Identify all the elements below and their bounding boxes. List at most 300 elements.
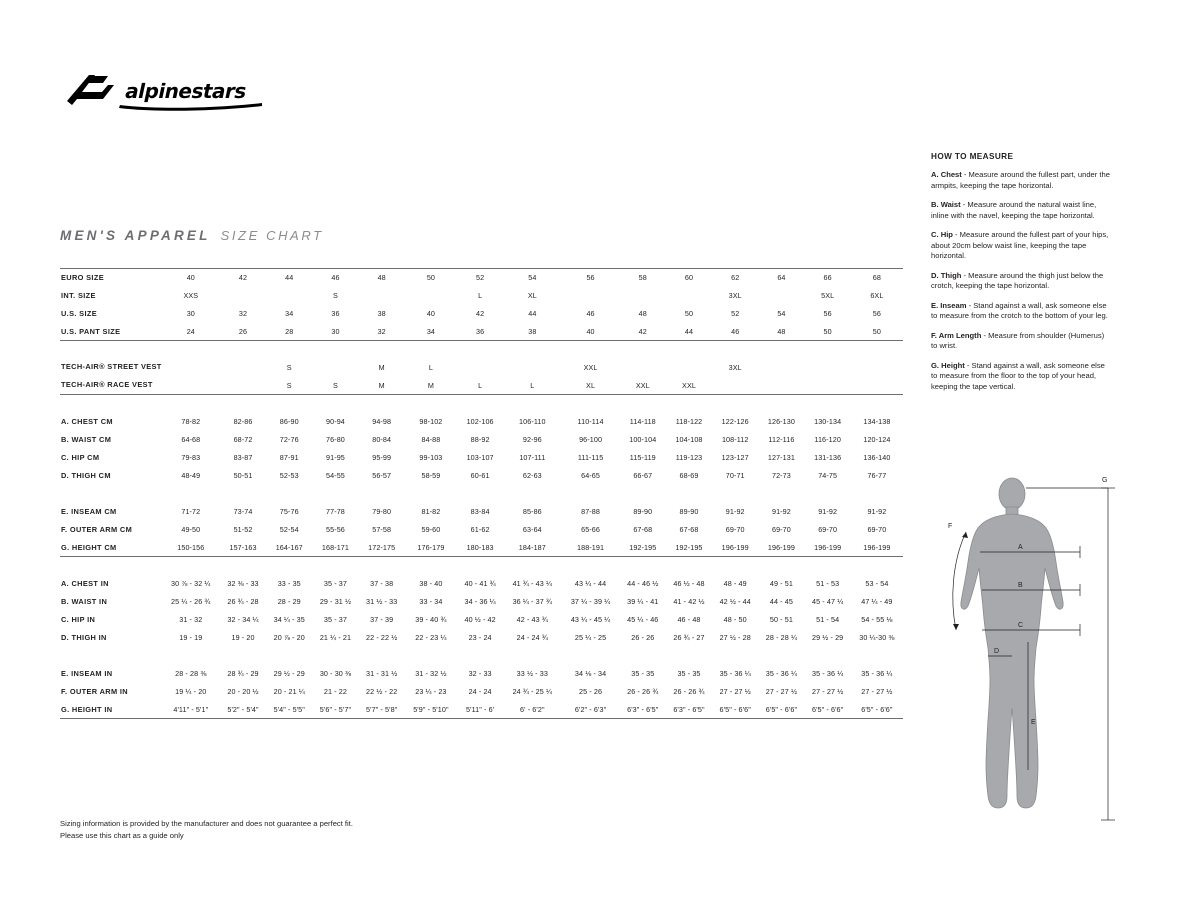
cell: 44 - 45 <box>769 597 793 606</box>
cell: 32 - 33 <box>468 669 492 678</box>
cell: 136-140 <box>863 453 891 462</box>
cell: 44 <box>666 323 712 341</box>
cell: 116-120 <box>814 435 841 444</box>
how-to-measure-list <box>931 170 1111 392</box>
cell: 64-68 <box>181 435 201 444</box>
cell: 33 - 35 <box>277 579 301 588</box>
cell: 45 ¼ - 46 <box>627 615 659 624</box>
cell: 25 ¼ - 25 <box>574 633 607 642</box>
how-to-measure-item-key: C. Hip <box>931 230 953 239</box>
cell: 87-88 <box>581 507 600 516</box>
figure-label-g: G <box>1102 477 1108 484</box>
row-label: A. CHEST IN <box>61 579 109 588</box>
cell: 56 <box>561 269 619 287</box>
cell: 35 - 35 <box>677 669 701 678</box>
cell <box>162 359 220 377</box>
cell: 196-199 <box>805 539 851 557</box>
cell: 26 - 26 ¾ <box>627 687 659 696</box>
cell: 45 - 47 ¼ <box>812 597 844 606</box>
row-label: EURO SIZE <box>60 269 162 287</box>
row-spacer <box>60 395 903 413</box>
cell: 47 ¼ - 49 <box>861 597 893 606</box>
cell: 48-49 <box>181 471 201 480</box>
body-measurement-diagram <box>930 470 1120 850</box>
cell <box>712 377 758 395</box>
cell: 90-94 <box>326 417 345 426</box>
row-label: E. INSEAM IN <box>61 669 113 678</box>
cell: 6'5" - 6'6" <box>712 701 758 719</box>
table-row <box>60 629 903 647</box>
cell: 39 - 40 ¾ <box>415 615 447 624</box>
table-row <box>60 467 903 485</box>
cell <box>666 359 712 377</box>
cell: 35 - 36 ¼ <box>765 669 798 678</box>
cell: 69-70 <box>818 525 838 534</box>
cell: 70-71 <box>725 471 745 480</box>
cell: 29 - 31 ½ <box>319 597 352 606</box>
cell: 63-64 <box>522 525 542 534</box>
cell <box>805 377 851 395</box>
cell: 196-199 <box>758 539 804 557</box>
table-row <box>60 575 903 593</box>
cell: 83-84 <box>470 507 490 516</box>
cell: 34 ⅛ - 34 <box>574 669 607 678</box>
cell: 29 ½ - 29 <box>812 633 844 642</box>
cell: 5'6" - 5'7" <box>312 701 358 719</box>
cell: 50 <box>405 269 457 287</box>
cell: 69-70 <box>867 525 887 534</box>
cell: 54-55 <box>326 471 345 480</box>
table-row <box>60 539 903 557</box>
cell: M <box>405 377 457 395</box>
table-row <box>60 413 903 431</box>
how-to-measure-item <box>931 271 1111 292</box>
cell: 67-68 <box>679 525 699 534</box>
alpinestars-logo <box>60 70 270 112</box>
cell: 51 - 54 <box>816 615 840 624</box>
figure-label-a: A <box>1018 544 1023 551</box>
cell: 91-92 <box>867 507 887 516</box>
cell <box>312 359 358 377</box>
cell: 31 - 32 ½ <box>415 669 447 678</box>
footer-line-2: Please use this chart as a guide only <box>60 830 184 840</box>
row-label: C. HIP IN <box>61 615 96 624</box>
cell: 111-115 <box>577 453 604 462</box>
cell: 150-156 <box>162 539 220 557</box>
cell: 30 <box>186 309 195 318</box>
cell: XL <box>527 291 537 300</box>
how-to-measure-item <box>931 230 1111 262</box>
cell: 33 - 34 <box>419 597 443 606</box>
cell: 42 <box>220 269 266 287</box>
cell: 96-100 <box>579 435 603 444</box>
cell: 40 <box>162 269 220 287</box>
cell: 28 - 28 ¼ <box>765 633 798 642</box>
cell: 21 ¼ - 21 <box>319 633 352 642</box>
cell: 94-98 <box>372 417 392 426</box>
cell: S <box>286 363 292 372</box>
cell <box>758 377 804 395</box>
cell: 82-86 <box>233 417 253 426</box>
row-label: F. OUTER ARM CM <box>61 525 133 534</box>
cell: 78-82 <box>181 417 201 426</box>
cell: 79-80 <box>372 507 392 516</box>
table-row <box>60 323 903 341</box>
row-label: C. HIP CM <box>61 453 100 462</box>
figure-label-f: F <box>948 523 953 530</box>
row-label: B. WAIST IN <box>61 597 108 606</box>
cell: 40 <box>426 309 436 318</box>
cell: 32 <box>238 309 248 318</box>
cell: 4'11" - 5'1" <box>162 701 220 719</box>
how-to-measure-item <box>931 331 1111 352</box>
cell: 110-114 <box>577 417 604 426</box>
cell: 102-106 <box>466 417 494 426</box>
cell: 131-136 <box>814 453 842 462</box>
table-row <box>60 683 903 701</box>
cell: 5XL <box>821 291 835 300</box>
cell: 26 <box>220 323 266 341</box>
cell: 44 <box>528 309 537 318</box>
cell: 196-199 <box>712 539 758 557</box>
cell: 6'5" - 6'6" <box>851 701 903 719</box>
cell: 51 - 53 <box>816 579 840 588</box>
cell: 157-163 <box>220 539 266 557</box>
cell: 46 <box>312 269 358 287</box>
table-row <box>60 287 903 305</box>
figure-label-b: B <box>1018 582 1023 589</box>
how-to-measure-item-key: B. Waist <box>931 200 961 209</box>
row-label: G. HEIGHT IN <box>60 701 162 719</box>
row-label: E. INSEAM CM <box>61 507 117 516</box>
cell: 98-102 <box>419 417 443 426</box>
row-label: F. OUTER ARM IN <box>61 687 128 696</box>
cell: 95-99 <box>372 453 392 462</box>
cell: 115-119 <box>629 453 656 462</box>
cell: 32 - 34 ¼ <box>227 615 259 624</box>
cell: 196-199 <box>851 539 903 557</box>
cell: 27 - 27 ½ <box>861 687 893 696</box>
how-to-measure-item-key: G. Height <box>931 360 965 370</box>
figure-label-c: C <box>1018 622 1024 629</box>
cell: 65-66 <box>581 525 600 534</box>
cell: 103-107 <box>466 453 494 462</box>
table-row <box>60 521 903 539</box>
cell: 5'7" - 5'8" <box>359 701 405 719</box>
cell: 72-76 <box>279 435 299 444</box>
cell: 100-104 <box>629 435 657 444</box>
cell: 28 - 28 ⅜ <box>175 669 207 678</box>
cell: 176-179 <box>405 539 457 557</box>
cell: 56 <box>823 309 832 318</box>
cell: 5'11" - 6' <box>457 701 503 719</box>
table-row <box>60 431 903 449</box>
how-to-measure-item-text: - Stand against a wall, ask someone else to measure from the crotch to the bottom of your leg. <box>931 300 1108 320</box>
how-to-measure-item-text: - Measure around the natural waist line, inline with the navel, keeping the tape horizontal. <box>931 200 1097 220</box>
cell: 87-91 <box>279 453 299 462</box>
cell: 75-76 <box>279 507 299 516</box>
cell: 91-95 <box>326 453 345 462</box>
cell: 50 <box>851 323 903 341</box>
page-title-bold: MEN'S APPAREL <box>60 228 211 243</box>
cell: 31 ½ - 33 <box>366 597 398 606</box>
cell: 6' - 6'2" <box>503 701 561 719</box>
cell <box>359 287 405 305</box>
cell: 5'2" - 5'4" <box>220 701 266 719</box>
cell <box>503 359 561 377</box>
cell: 19 ¼ - 20 <box>175 687 207 696</box>
cell: 80-84 <box>372 435 392 444</box>
cell: XXS <box>183 291 199 300</box>
cell: 86-90 <box>279 417 299 426</box>
cell: 89-90 <box>633 507 653 516</box>
cell: 6'5" - 6'6" <box>805 701 851 719</box>
cell: 127-131 <box>767 453 795 462</box>
cell: 49-50 <box>181 525 201 534</box>
how-to-measure-panel <box>931 152 1111 401</box>
cell: 35 - 36 ¼ <box>719 669 751 678</box>
cell: 192-195 <box>666 539 712 557</box>
cell: 30 - 30 ⅜ <box>319 669 352 678</box>
cell <box>620 287 666 305</box>
cell: 42 <box>620 323 666 341</box>
cell: XXL <box>666 377 712 395</box>
cell: 107-111 <box>519 453 546 462</box>
cell: 52 <box>731 309 740 318</box>
cell: 24 ¾ - 25 ¼ <box>512 687 553 696</box>
cell: 24 <box>162 323 220 341</box>
cell: 6'3" - 6'5" <box>666 701 712 719</box>
cell: 27 ½ - 28 <box>719 633 751 642</box>
table-row <box>60 305 903 323</box>
cell: 184-187 <box>503 539 561 557</box>
page-title <box>60 228 324 243</box>
cell: 48 <box>638 309 647 318</box>
cell: 41 - 42 ½ <box>673 597 705 606</box>
cell: 38 <box>377 309 386 318</box>
cell: 6XL <box>870 291 884 300</box>
cell: 27 - 27 ½ <box>765 687 798 696</box>
cell: 33 ½ - 33 <box>516 669 548 678</box>
how-to-measure-item-text: - Measure around the fullest part, under the armpits, keeping the tape horizontal. <box>931 170 1110 190</box>
cell: 40 <box>561 323 619 341</box>
cell: 164-167 <box>266 539 312 557</box>
cell: 72-73 <box>771 471 791 480</box>
cell: XXL <box>620 377 666 395</box>
cell: 24 - 24 ¾ <box>516 633 548 642</box>
cell: 53 - 54 <box>865 579 889 588</box>
cell: 85-86 <box>522 507 542 516</box>
how-to-measure-heading: HOW TO MEASURE <box>931 152 1014 161</box>
cell: 42 ½ - 44 <box>719 597 751 606</box>
cell: 71-72 <box>181 507 201 516</box>
cell: 77-78 <box>326 507 345 516</box>
cell: 48 <box>758 323 804 341</box>
cell: 40 - 41 ¾ <box>464 579 496 588</box>
cell: 64-65 <box>581 471 600 480</box>
cell: 5'4" - 5'5" <box>266 701 312 719</box>
cell: 22 ½ - 22 <box>366 687 398 696</box>
cell: 180-183 <box>457 539 503 557</box>
cell: 60-61 <box>470 471 490 480</box>
row-label: TECH-AIR® RACE VEST <box>60 377 162 395</box>
cell: 34 <box>405 323 457 341</box>
cell: 104-108 <box>675 435 703 444</box>
cell: 91-92 <box>771 507 791 516</box>
cell: 23 - 24 <box>468 633 492 642</box>
table-row <box>60 269 903 287</box>
cell: 38 <box>503 323 561 341</box>
how-to-measure-item <box>931 200 1111 221</box>
cell: 66-67 <box>633 471 653 480</box>
cell: 46 <box>586 309 595 318</box>
table-row <box>60 593 903 611</box>
cell: 25 ¼ - 26 ¾ <box>171 597 211 606</box>
row-label: D. THIGH IN <box>61 633 107 642</box>
cell: 38 - 40 <box>419 579 443 588</box>
cell: 35 - 37 <box>323 579 347 588</box>
cell: 30 ⅞ - 32 ¼ <box>171 579 211 588</box>
cell <box>405 287 457 305</box>
cell: 34 ¼ - 35 <box>273 615 305 624</box>
cell: 118-122 <box>675 417 703 426</box>
row-spacer <box>60 485 903 503</box>
cell: 106-110 <box>519 417 546 426</box>
cell: S <box>266 377 312 395</box>
how-to-measure-item-text: - Measure around the thigh just below the crotch, keeping the tape horizontal. <box>931 270 1104 290</box>
cell: 36 <box>457 323 503 341</box>
cell: 119-123 <box>675 453 703 462</box>
how-to-measure-item-key: E. Inseam <box>931 300 967 310</box>
cell: 122-126 <box>721 417 749 426</box>
cell: 58-59 <box>421 471 441 480</box>
cell: L <box>428 363 433 372</box>
cell: L <box>457 377 503 395</box>
cell <box>220 359 266 377</box>
cell: 120-124 <box>863 435 891 444</box>
cell: 52-53 <box>279 471 299 480</box>
row-spacer <box>60 557 903 575</box>
table-row <box>60 701 903 719</box>
table-row <box>60 377 903 395</box>
cell: 108-112 <box>721 435 749 444</box>
cell: 83-87 <box>233 453 253 462</box>
cell: 3XL <box>728 363 742 372</box>
cell: 54 - 55 ⅛ <box>861 615 893 624</box>
cell: 27 - 27 ½ <box>719 687 751 696</box>
cell: 19 - 19 <box>179 633 203 642</box>
cell: 29 ½ - 29 <box>273 669 305 678</box>
cell: 41 ¾ - 43 ¼ <box>512 579 553 588</box>
cell: 37 ¼ - 39 ¼ <box>570 597 611 606</box>
cell: 48 - 49 <box>723 579 747 588</box>
cell: 99-103 <box>419 453 443 462</box>
footer-line-1: Sizing information is provided by the manufacturer and does not guarantee a perfect fit. <box>60 819 353 828</box>
row-label: U.S. PANT SIZE <box>60 323 162 341</box>
cell: 46 - 48 <box>677 615 701 624</box>
cell: 126-130 <box>767 417 795 426</box>
cell: 34 - 36 ¼ <box>464 597 496 606</box>
cell <box>266 287 312 305</box>
cell: 62-63 <box>522 471 542 480</box>
cell <box>220 377 266 395</box>
cell: 28 ¾ - 29 <box>227 669 259 678</box>
cell: 91-92 <box>818 507 838 516</box>
cell <box>758 359 804 377</box>
cell: 48 <box>359 269 405 287</box>
figure-label-d: D <box>994 648 1000 655</box>
cell: 46 ½ - 48 <box>673 579 705 588</box>
row-spacer <box>60 719 903 737</box>
cell: 34 <box>285 309 294 318</box>
cell: 76-77 <box>867 471 887 480</box>
cell: 48 - 50 <box>723 615 747 624</box>
cell: 112-116 <box>768 435 795 444</box>
cell: 35 - 36 ¼ <box>861 669 893 678</box>
cell: M <box>378 363 385 372</box>
row-label: INT. SIZE <box>61 291 96 300</box>
cell: 50-51 <box>233 471 253 480</box>
row-label: B. WAIST CM <box>61 435 112 444</box>
cell: 30 ¼-30 ⅜ <box>859 633 895 642</box>
cell: S <box>333 291 338 300</box>
page-title-light: SIZE CHART <box>220 228 324 243</box>
cell: 42 - 43 ¾ <box>516 615 548 624</box>
table-row <box>60 611 903 629</box>
cell: 22 - 23 ¼ <box>415 633 447 642</box>
cell: 25 - 26 <box>579 687 603 696</box>
cell: 5'9" - 5'10" <box>405 701 457 719</box>
cell: 79-83 <box>181 453 201 462</box>
cell: 31 - 31 ½ <box>366 669 398 678</box>
cell: 68 <box>851 269 903 287</box>
cell: 55-56 <box>326 525 345 534</box>
how-to-measure-item <box>931 301 1111 322</box>
cell: 26 ¾ - 27 <box>673 633 705 642</box>
footer-disclaimer <box>60 818 353 841</box>
cell: 68-69 <box>679 471 699 480</box>
cell: 52-54 <box>279 525 299 534</box>
cell: 91-92 <box>725 507 745 516</box>
cell: 43 ¼ - 44 <box>574 579 607 588</box>
cell: 35 - 36 ¼ <box>812 669 844 678</box>
cell: 50 <box>805 323 851 341</box>
cell: 62 <box>712 269 758 287</box>
cell <box>561 287 619 305</box>
cell: 21 - 22 <box>323 687 347 696</box>
cell: 6'2" - 6'3" <box>561 701 619 719</box>
cell: 28 <box>266 323 312 341</box>
cell: 39 ¼ - 41 <box>627 597 659 606</box>
cell: 66 <box>805 269 851 287</box>
cell: 42 <box>476 309 485 318</box>
cell: 67-68 <box>633 525 653 534</box>
cell: 52 <box>457 269 503 287</box>
cell: 60 <box>666 269 712 287</box>
cell: 46 <box>712 323 758 341</box>
cell: 20 - 21 ¼ <box>273 687 305 696</box>
cell: 49 - 51 <box>769 579 793 588</box>
cell: 27 - 27 ½ <box>812 687 844 696</box>
row-label: G. HEIGHT CM <box>60 539 162 557</box>
how-to-measure-item-text: - Measure from shoulder (Humerus) to wrist. <box>931 330 1105 350</box>
cell: XXL <box>583 363 598 372</box>
cell: S <box>312 377 358 395</box>
cell: 19 - 20 <box>231 633 255 642</box>
cell <box>220 287 266 305</box>
cell: 22 - 22 ½ <box>366 633 398 642</box>
cell: L <box>503 377 561 395</box>
